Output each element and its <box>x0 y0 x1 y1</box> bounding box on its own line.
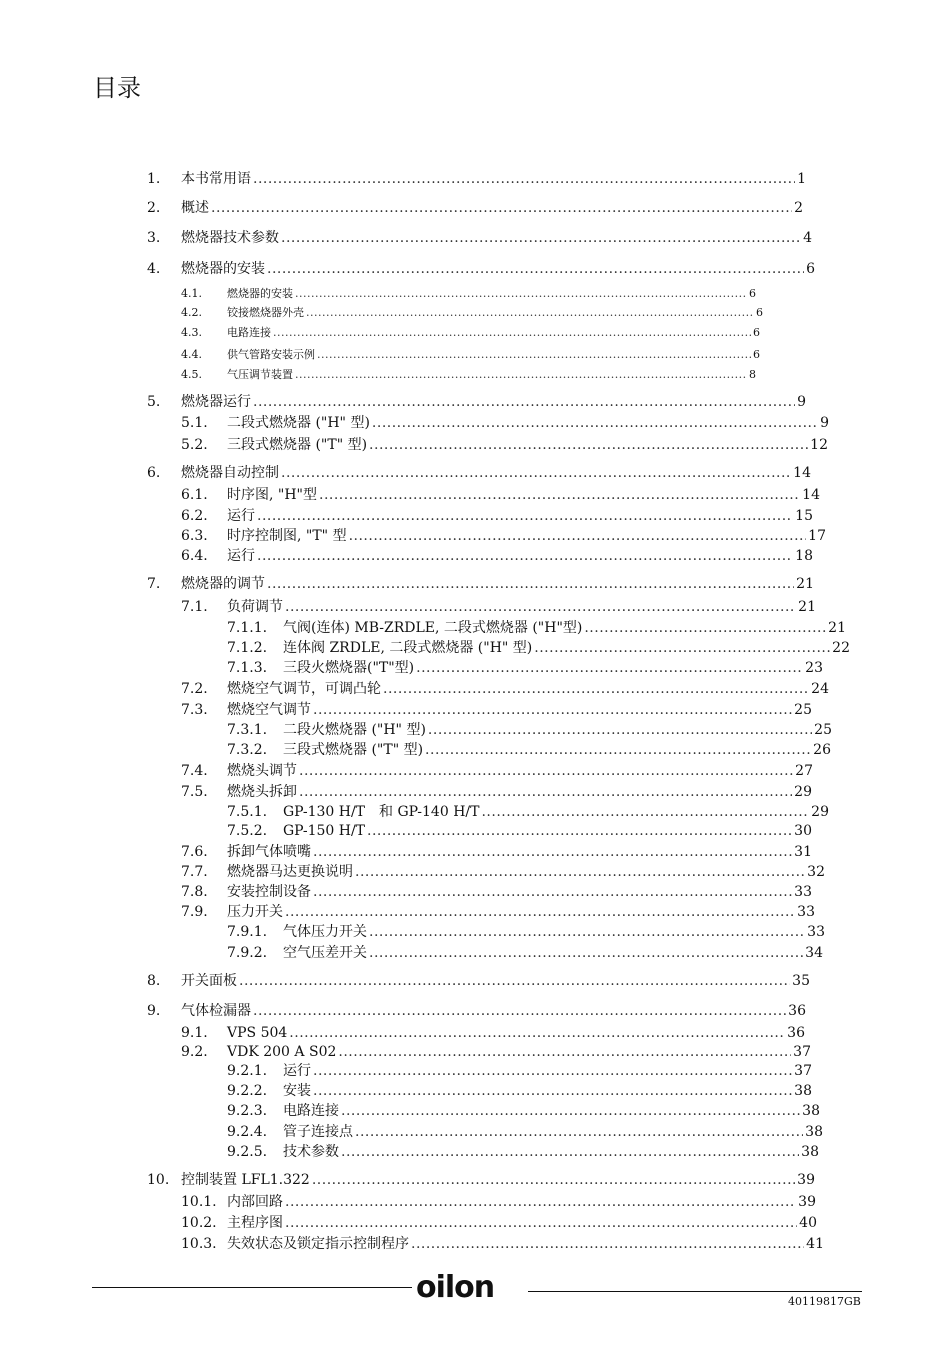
toc-leader-dots <box>312 1171 795 1189</box>
toc-entry[interactable] <box>147 393 806 411</box>
toc-entry-number: 7.1.3. <box>227 660 268 676</box>
toc-entry-title: 运行 <box>227 508 255 524</box>
toc-leader-dots <box>313 843 792 861</box>
toc-entry-title: 压力开关 <box>227 904 283 920</box>
toc-leader-dots <box>425 741 811 759</box>
toc-entry-number: 7.9.2. <box>227 945 268 961</box>
toc-entry[interactable] <box>181 1214 817 1232</box>
toc-leader-dots <box>285 903 795 921</box>
toc-entry-number: 5.1. <box>181 415 208 431</box>
toc-leader-dots <box>481 803 809 821</box>
toc-entry-number: 7.9. <box>181 904 208 920</box>
toc-leader-dots <box>285 598 796 616</box>
toc-leader-dots <box>428 721 812 739</box>
toc-entry-title: 燃烧空气调节 <box>227 702 311 718</box>
toc-entry-number: 7.1. <box>181 599 208 615</box>
toc-leader-dots <box>273 326 751 340</box>
toc-entry-page: 24 <box>811 681 829 697</box>
toc-leader-dots <box>341 1102 800 1120</box>
toc-entry-number: 10.1. <box>181 1194 217 1210</box>
toc-entry-number: 5. <box>147 394 161 410</box>
toc-entry[interactable] <box>227 639 850 657</box>
toc-entry-title: 负荷调节 <box>227 599 283 615</box>
toc-entry-title: VDK 200 A S02 <box>227 1044 337 1060</box>
toc-entry-number: 4.2. <box>181 306 202 319</box>
toc-entry-title: 开关面板 <box>181 973 237 989</box>
toc-entry-title: 供气管路安装示例 <box>227 348 315 361</box>
toc-entry-number: 7.5. <box>181 784 208 800</box>
toc-entry-page: 39 <box>797 1172 815 1188</box>
toc-leader-dots <box>369 436 808 454</box>
toc-entry-number: 2. <box>147 200 161 216</box>
toc-leader-dots <box>285 1193 796 1211</box>
toc-entry-page: 41 <box>806 1236 824 1252</box>
toc-entry[interactable] <box>181 507 813 525</box>
toc-entry[interactable] <box>181 1024 805 1042</box>
toc-leader-dots <box>317 348 751 362</box>
footer-rule-left <box>92 1287 412 1288</box>
toc-entry[interactable] <box>227 923 825 941</box>
toc-entry-number: 1. <box>147 171 161 187</box>
toc-entry-title: 电路连接 <box>283 1103 339 1119</box>
toc-entry-title: 内部回路 <box>227 1194 283 1210</box>
toc-leader-dots <box>281 229 801 247</box>
toc-entry[interactable] <box>181 680 829 698</box>
toc-entry-title: 时序图, "H"型 <box>227 487 317 503</box>
toc-entry[interactable] <box>227 1102 820 1120</box>
toc-entry-title: 燃烧器马达更换说明 <box>227 864 353 880</box>
toc-entry[interactable] <box>227 822 812 840</box>
toc-leader-dots <box>372 414 818 432</box>
toc-entry[interactable] <box>181 348 760 362</box>
toc-entry[interactable] <box>181 903 815 921</box>
toc-entry-title: GP-130 H/T 和 GP-140 H/T <box>283 804 480 820</box>
toc-entry-number: 3. <box>147 230 161 246</box>
toc-leader-dots <box>349 527 807 545</box>
toc-entry-page: 14 <box>802 487 820 503</box>
toc-entry-title: 三段式燃烧器 ("T" 型) <box>283 742 424 758</box>
toc-entry[interactable] <box>181 1193 816 1211</box>
toc-entry-number: 9.2.4. <box>227 1124 268 1140</box>
toc-leader-dots <box>295 287 747 301</box>
toc-entry-page: 17 <box>808 528 826 544</box>
toc-entry[interactable] <box>227 803 829 821</box>
toc-entry-number: 7.3. <box>181 702 208 718</box>
toc-entry-number: 6.2. <box>181 508 208 524</box>
toc-leader-dots <box>369 944 803 962</box>
toc-entry-title: 气体检漏器 <box>181 1003 251 1019</box>
toc-entry-title: 气压调节装置 <box>227 368 293 381</box>
toc-entry-title: 管子连接点 <box>283 1124 353 1140</box>
toc-entry-title: 连体阀 ZRDLE, 二段式燃烧器 ("H" 型) <box>283 640 533 656</box>
toc-entry-number: 7.6. <box>181 844 208 860</box>
toc-entry-number: 7.4. <box>181 763 208 779</box>
toc-entry[interactable] <box>147 972 810 990</box>
toc-entry-number: 9.2.5. <box>227 1144 268 1160</box>
toc-entry-title: VPS 504 <box>227 1025 288 1041</box>
toc-entry[interactable] <box>181 843 812 861</box>
toc-entry-title: 安装控制设备 <box>227 884 311 900</box>
toc-entry-number: 9. <box>147 1003 161 1019</box>
toc-leader-dots <box>253 1002 786 1020</box>
toc-entry-page: 38 <box>801 1144 819 1160</box>
toc-entry[interactable] <box>227 1082 812 1100</box>
toc-entry-page: 6 <box>749 287 756 300</box>
toc-entry[interactable] <box>147 199 803 217</box>
toc-entry-page: 4 <box>803 230 812 246</box>
toc-entry-page: 25 <box>794 702 812 718</box>
toc-entry-page: 34 <box>805 945 823 961</box>
toc-entry-title: 本书常用语 <box>181 171 251 187</box>
toc-entry-number: 7.1.2. <box>227 640 268 656</box>
toc-entry-page: 21 <box>796 576 814 592</box>
toc-entry-title: 控制装置 LFL1.322 <box>181 1172 310 1188</box>
toc-leader-dots <box>584 619 826 637</box>
toc-leader-dots <box>253 170 795 188</box>
toc-entry-number: 5.2. <box>181 437 208 453</box>
footer-rule-right <box>528 1291 862 1292</box>
toc-entry[interactable] <box>181 368 756 382</box>
toc-entry-number: 7.9.1. <box>227 924 268 940</box>
toc-entry-title: 燃烧器技术参数 <box>181 230 279 246</box>
toc-entry-page: 38 <box>794 1083 812 1099</box>
toc-entry[interactable] <box>181 486 820 504</box>
toc-leader-dots <box>306 306 754 320</box>
toc-entry-number: 4.4. <box>181 348 202 361</box>
toc-entry[interactable] <box>227 944 823 962</box>
toc-entry-page: 35 <box>792 973 810 989</box>
toc-entry-title: 燃烧器的安装 <box>181 261 265 277</box>
toc-entry-page: 30 <box>794 823 812 839</box>
toc-entry-number: 9.1. <box>181 1025 208 1041</box>
toc-entry-number: 7.2. <box>181 681 208 697</box>
toc-entry-title: 燃烧空气调节，可调凸轮 <box>227 681 381 697</box>
toc-leader-dots <box>295 368 747 382</box>
toc-entry-number: 4.5. <box>181 368 202 381</box>
toc-leader-dots <box>281 464 791 482</box>
toc-entry[interactable] <box>227 1123 823 1141</box>
toc-entry-number: 7. <box>147 576 161 592</box>
toc-entry[interactable] <box>181 598 816 616</box>
toc-entry-title: 二段式燃烧器 ("H" 型) <box>227 415 370 431</box>
toc-entry-page: 23 <box>805 660 823 676</box>
toc-entry-page: 37 <box>794 1063 812 1079</box>
toc-entry[interactable] <box>181 1235 824 1253</box>
toc-entry-title: 电路连接 <box>227 326 271 339</box>
toc-entry-page: 33 <box>794 884 812 900</box>
toc-entry-title: 燃烧器运行 <box>181 394 251 410</box>
toc-leader-dots <box>411 1235 804 1253</box>
toc-entry-page: 6 <box>753 326 760 339</box>
toc-entry-title: 二段火燃烧器 ("H" 型) <box>283 722 426 738</box>
toc-entry[interactable] <box>181 547 813 565</box>
toc-entry-number: 4.3. <box>181 326 202 339</box>
toc-entry-page: 26 <box>813 742 831 758</box>
toc-entry[interactable] <box>147 260 815 278</box>
toc-entry[interactable] <box>181 326 760 340</box>
toc-entry-title: 燃烧头拆卸 <box>227 784 297 800</box>
toc-entry-page: 33 <box>797 904 815 920</box>
toc-entry-page: 6 <box>753 348 760 361</box>
document-number: 40119817GB <box>788 1295 861 1308</box>
toc-entry-page: 36 <box>787 1025 805 1041</box>
toc-entry-page: 36 <box>788 1003 806 1019</box>
toc-leader-dots <box>313 701 792 719</box>
toc-entry-page: 18 <box>795 548 813 564</box>
toc-entry-number: 9.2.3. <box>227 1103 268 1119</box>
toc-leader-dots <box>341 1143 799 1161</box>
toc-entry-number: 7.5.1. <box>227 804 268 820</box>
toc-entry-page: 14 <box>793 465 811 481</box>
toc-entry-title: 空气压差开关 <box>283 945 367 961</box>
toc-entry-number: 10. <box>147 1172 170 1188</box>
toc-entry-title: 运行 <box>227 548 255 564</box>
toc-entry-title: 概述 <box>181 200 209 216</box>
toc-entry[interactable] <box>147 1171 815 1189</box>
toc-leader-dots <box>257 547 793 565</box>
toc-entry-title: 铰接燃烧器外壳 <box>227 306 304 319</box>
toc-entry-page: 9 <box>820 415 829 431</box>
toc-leader-dots <box>299 762 793 780</box>
toc-entry[interactable] <box>227 721 832 739</box>
toc-entry[interactable] <box>227 1143 819 1161</box>
toc-entry-page: 21 <box>798 599 816 615</box>
toc-entry[interactable] <box>147 170 806 188</box>
toc-entry[interactable] <box>147 229 812 247</box>
toc-entry-number: 4.1. <box>181 287 202 300</box>
toc-entry-page: 2 <box>794 200 803 216</box>
toc-entry-number: 6.1. <box>181 487 208 503</box>
toc-leader-dots <box>239 972 790 990</box>
toc-entry-page: 38 <box>805 1124 823 1140</box>
toc-entry-title: 燃烧器的安装 <box>227 287 293 300</box>
toc-entry-title: 三段火燃烧器("T"型) <box>283 660 415 676</box>
toc-entry[interactable] <box>181 436 828 454</box>
toc-entry-number: 6. <box>147 465 161 481</box>
toc-entry-title: 主程序图 <box>227 1215 283 1231</box>
toc-entry-page: 31 <box>794 844 812 860</box>
toc-leader-dots <box>355 863 805 881</box>
toc-entry-page: 15 <box>795 508 813 524</box>
toc-leader-dots <box>416 659 803 677</box>
toc-entry[interactable] <box>227 659 823 677</box>
toc-entry-title: 燃烧器自动控制 <box>181 465 279 481</box>
toc-entry[interactable] <box>227 741 831 759</box>
toc-entry-title: 运行 <box>283 1063 311 1079</box>
toc-leader-dots <box>383 680 809 698</box>
toc-entry-number: 7.8. <box>181 884 208 900</box>
toc-entry[interactable] <box>227 1062 812 1080</box>
toc-entry-page: 6 <box>806 261 815 277</box>
toc-entry-title: 三段式燃烧器 ("T" 型) <box>227 437 368 453</box>
toc-entry-title: 气体压力开关 <box>283 924 367 940</box>
toc-entry[interactable] <box>181 287 756 301</box>
toc-entry-title: 气阀(连体) MB-ZRDLE, 二段式燃烧器 ("H"型) <box>283 620 583 636</box>
toc-entry-page: 25 <box>814 722 832 738</box>
toc-entry[interactable] <box>181 701 812 719</box>
toc-entry-page: 37 <box>793 1044 811 1060</box>
toc-entry[interactable] <box>227 619 846 637</box>
toc-entry-title: 时序控制图, "T" 型 <box>227 528 347 544</box>
toc-leader-dots <box>369 923 805 941</box>
toc-entry-page: 21 <box>828 620 846 636</box>
toc-leader-dots <box>313 1062 792 1080</box>
toc-entry-page: 33 <box>807 924 825 940</box>
toc-entry[interactable] <box>181 762 813 780</box>
toc-leader-dots <box>253 393 795 411</box>
toc-leader-dots <box>313 1082 792 1100</box>
toc-entry-page: 32 <box>807 864 825 880</box>
toc-entry[interactable] <box>181 783 812 801</box>
toc-entry-number: 7.3.2. <box>227 742 268 758</box>
oilon-logo: oilon <box>416 1270 495 1305</box>
toc-leader-dots <box>367 822 792 840</box>
toc-entry-page: 27 <box>795 763 813 779</box>
toc-entry-page: 12 <box>810 437 828 453</box>
toc-entry-number: 7.1.1. <box>227 620 268 636</box>
toc-entry-number: 10.2. <box>181 1215 217 1231</box>
toc-entry-title: GP-150 H/T <box>283 823 366 839</box>
toc-entry-number: 7.5.2. <box>227 823 268 839</box>
toc-entry-page: 22 <box>832 640 850 656</box>
toc-leader-dots <box>313 883 792 901</box>
toc-entry-number: 8. <box>147 973 161 989</box>
toc-leader-dots <box>211 199 792 217</box>
toc-entry[interactable] <box>181 863 825 881</box>
toc-entry-number: 4. <box>147 261 161 277</box>
toc-leader-dots <box>534 639 830 657</box>
toc-entry-title: 拆卸气体喷嘴 <box>227 844 311 860</box>
toc-entry-title: 失效状态及锁定指示控制程序 <box>227 1236 409 1252</box>
toc-entry[interactable] <box>181 306 763 320</box>
toc-entry-number: 9.2. <box>181 1044 208 1060</box>
toc-leader-dots <box>267 575 794 593</box>
toc-entry-number: 6.4. <box>181 548 208 564</box>
toc-leader-dots <box>338 1043 791 1061</box>
toc-entry-title: 安装 <box>283 1083 311 1099</box>
page-title: 目录 <box>93 74 141 102</box>
toc-leader-dots <box>257 507 793 525</box>
toc-entry-page: 29 <box>794 784 812 800</box>
toc-leader-dots <box>267 260 804 278</box>
toc-entry-number: 10.3. <box>181 1236 217 1252</box>
toc-entry[interactable] <box>181 1043 811 1061</box>
toc-entry-number: 7.7. <box>181 864 208 880</box>
toc-leader-dots <box>285 1214 797 1232</box>
toc-entry-page: 9 <box>797 394 806 410</box>
toc-entry-page: 8 <box>749 368 756 381</box>
toc-leader-dots <box>355 1123 803 1141</box>
toc-leader-dots <box>319 486 800 504</box>
toc-leader-dots <box>299 783 792 801</box>
toc-entry-page: 38 <box>802 1103 820 1119</box>
toc-entry-page: 39 <box>798 1194 816 1210</box>
toc-entry-page: 6 <box>756 306 763 319</box>
toc-entry[interactable] <box>181 527 826 545</box>
toc-entry[interactable] <box>181 414 829 432</box>
toc-entry[interactable] <box>181 883 812 901</box>
toc-entry-number: 7.3.1. <box>227 722 268 738</box>
toc-entry-title: 燃烧头调节 <box>227 763 297 779</box>
toc-entry-number: 6.3. <box>181 528 208 544</box>
toc-entry-number: 9.2.1. <box>227 1063 268 1079</box>
toc-entry-page: 40 <box>799 1215 817 1231</box>
toc-entry-number: 9.2.2. <box>227 1083 268 1099</box>
toc-entry-title: 燃烧器的调节 <box>181 576 265 592</box>
toc-leader-dots <box>289 1024 785 1042</box>
toc-entry-page: 1 <box>797 171 806 187</box>
toc-entry-page: 29 <box>811 804 829 820</box>
toc-entry-title: 技术参数 <box>283 1144 339 1160</box>
toc-entry[interactable] <box>147 575 814 593</box>
toc-entry[interactable] <box>147 464 811 482</box>
toc-entry[interactable] <box>147 1002 806 1020</box>
